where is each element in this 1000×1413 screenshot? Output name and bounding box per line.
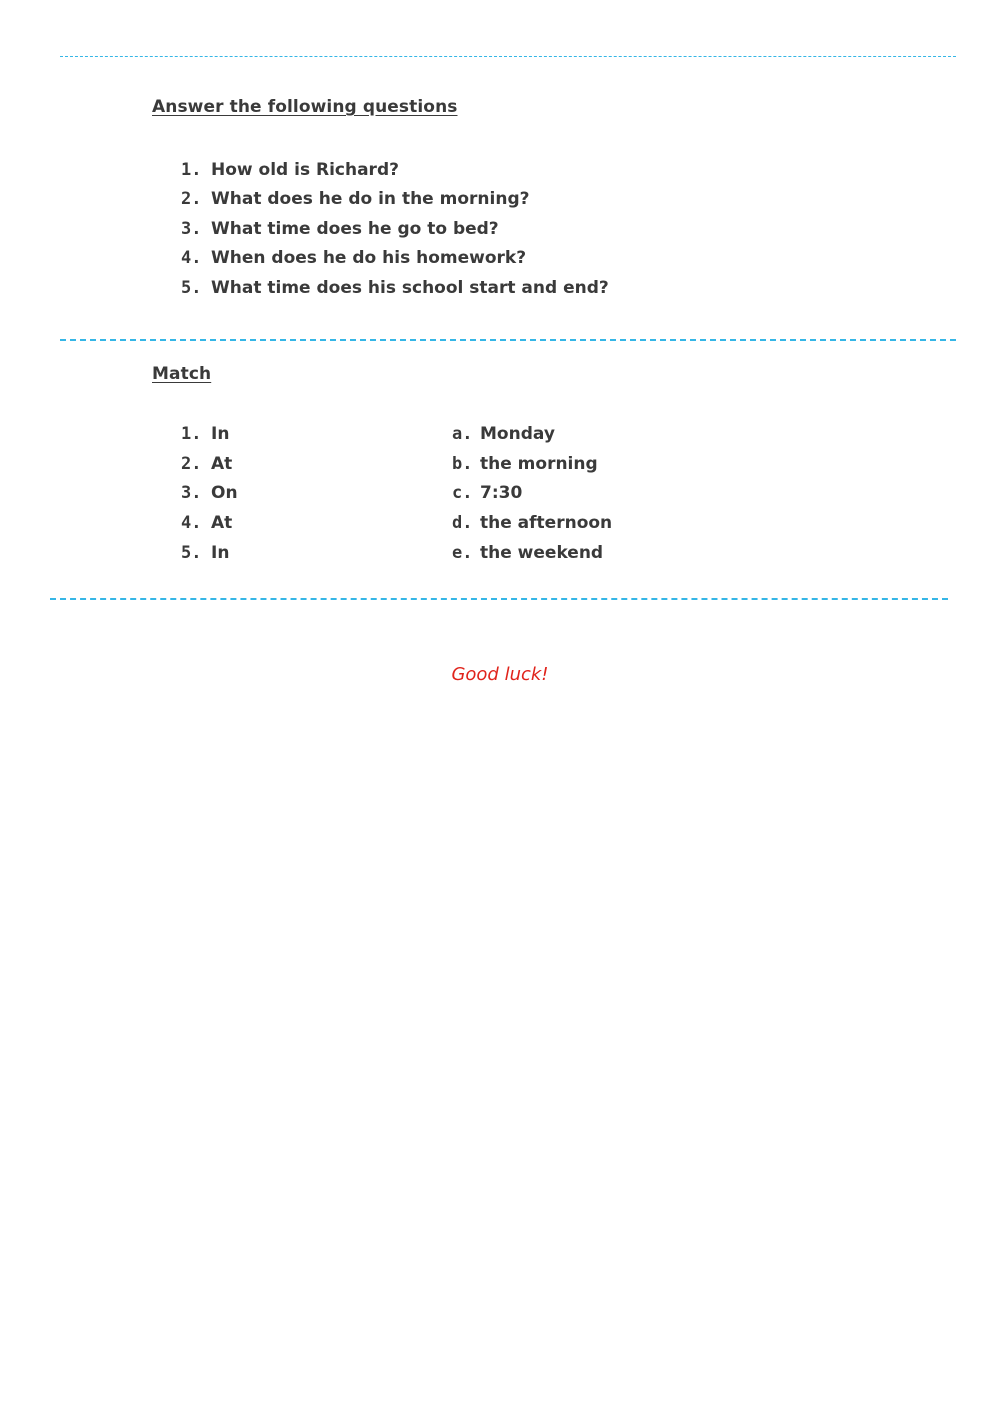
match-phrase: the weekend xyxy=(480,542,604,563)
match-letter: e. xyxy=(452,542,473,563)
question-item xyxy=(181,155,609,185)
question-item xyxy=(181,214,609,244)
question-text: What time does his school start and end? xyxy=(211,277,609,298)
match-right-item xyxy=(452,449,612,479)
match-right-item xyxy=(452,538,612,568)
match-phrase: the morning xyxy=(480,453,598,474)
match-left-item xyxy=(181,419,238,449)
match-left-item xyxy=(181,538,238,568)
match-number: 3. xyxy=(181,483,202,504)
question-item xyxy=(181,185,609,215)
match-letter: b. xyxy=(452,453,473,474)
good-luck-message: Good luck! xyxy=(451,664,549,685)
match-letter: d. xyxy=(452,512,473,533)
question-item xyxy=(181,273,609,303)
match-letter: c. xyxy=(452,483,473,504)
questions-heading: Answer the following questions xyxy=(152,97,458,117)
question-number: 5. xyxy=(181,277,202,298)
question-text: When does he do his homework? xyxy=(211,248,527,269)
match-phrase: Monday xyxy=(480,423,555,444)
match-preposition: In xyxy=(211,542,230,563)
question-text: How old is Richard? xyxy=(211,159,399,180)
match-phrase: 7:30 xyxy=(480,483,523,504)
match-number: 2. xyxy=(181,453,202,474)
match-preposition: On xyxy=(211,483,238,504)
match-left-item xyxy=(181,478,238,508)
match-number: 1. xyxy=(181,423,202,444)
match-phrase: the afternoon xyxy=(480,512,613,533)
section-divider-middle xyxy=(60,339,956,341)
question-number: 4. xyxy=(181,248,202,269)
section-divider-top xyxy=(60,56,956,57)
match-right-item xyxy=(452,478,612,508)
match-right-item xyxy=(452,419,612,449)
match-right-column xyxy=(452,419,612,567)
match-preposition: At xyxy=(211,453,233,474)
question-text: What time does he go to bed? xyxy=(211,218,499,239)
question-number: 2. xyxy=(181,189,202,210)
match-left-item xyxy=(181,508,238,538)
match-preposition: In xyxy=(211,423,230,444)
match-left-column xyxy=(181,419,238,567)
match-right-item xyxy=(452,508,612,538)
match-number: 4. xyxy=(181,512,202,533)
questions-list xyxy=(181,155,609,303)
match-heading: Match xyxy=(152,364,212,384)
question-item xyxy=(181,244,609,274)
match-letter: a. xyxy=(452,423,473,444)
match-preposition: At xyxy=(211,512,233,533)
match-left-item xyxy=(181,449,238,479)
question-number: 3. xyxy=(181,218,202,239)
match-number: 5. xyxy=(181,542,202,563)
question-number: 1. xyxy=(181,159,202,180)
question-text: What does he do in the morning? xyxy=(211,189,530,210)
section-divider-bottom xyxy=(50,598,948,600)
